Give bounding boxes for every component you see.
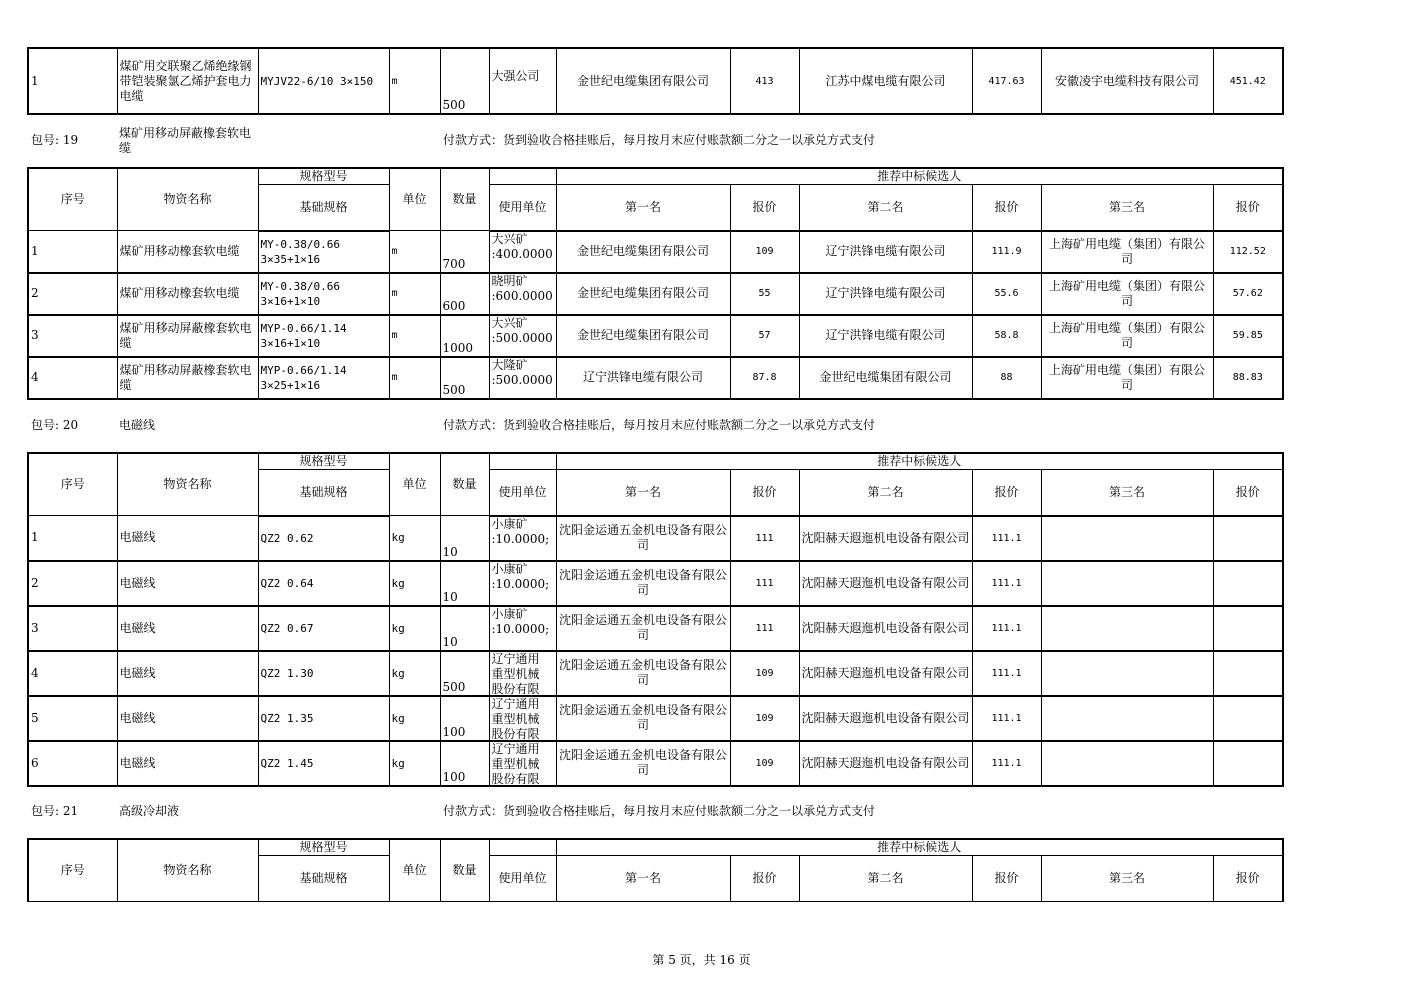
header-price: 报价 (730, 470, 799, 516)
unit-cell: m (389, 231, 440, 273)
top-row-table (27, 47, 1284, 115)
qty-cell: 500 (440, 357, 489, 399)
user-cell (489, 315, 556, 357)
header-price: 报价 (972, 470, 1041, 516)
user-cell (489, 561, 556, 606)
table-row (28, 315, 1283, 357)
third-cell: 上海矿用电缆（集团）有限公司 (1041, 315, 1213, 357)
header-third: 第三名 (1041, 470, 1213, 516)
table-row (28, 561, 1283, 606)
package-name: 高级冷却液 (119, 804, 180, 818)
header-spec-group: 规格型号 (258, 839, 389, 856)
payment-terms: 付款方式：货到验收合格挂账后，每月按月末应付账款额二分之一以承兑方式支付 (443, 133, 876, 147)
third-cell (1041, 516, 1213, 561)
user-cell (489, 741, 556, 786)
table-row (28, 606, 1283, 651)
header-blank (489, 168, 556, 185)
header-price: 报价 (972, 185, 1041, 231)
second-cell: 金世纪电缆集团有限公司 (799, 357, 972, 399)
seq-cell: 1 (28, 516, 117, 561)
first-price-cell: 57 (730, 315, 799, 357)
second-cell: 沈阳赫天遐迤机电设备有限公司 (799, 741, 972, 786)
third-price-cell (1213, 516, 1283, 561)
header-name: 物资名称 (117, 168, 258, 231)
table-row (28, 696, 1283, 741)
header-price: 报价 (1213, 856, 1283, 902)
first-cell: 金世纪电缆集团有限公司 (556, 315, 730, 357)
third-price-cell (1213, 651, 1283, 696)
third-cell: 安徽凌宇电缆科技有限公司 (1041, 48, 1213, 114)
seq-cell: 3 (28, 606, 117, 651)
qty-cell: 10 (440, 516, 489, 561)
seq-cell: 3 (28, 315, 117, 357)
first-cell: 沈阳金运通五金机电设备有限公司 (556, 696, 730, 741)
package-21-table (27, 838, 1284, 902)
unit-cell: m (389, 273, 440, 315)
third-price-cell: 112.52 (1213, 231, 1283, 273)
header-name: 物资名称 (117, 453, 258, 516)
first-cell: 沈阳金运通五金机电设备有限公司 (556, 651, 730, 696)
second-price-cell: 111.9 (972, 231, 1041, 273)
unit-cell: m (389, 357, 440, 399)
user-text: 大兴矿 :400.0000 (491, 231, 553, 261)
qty-cell: 600 (440, 273, 489, 315)
first-cell: 沈阳金运通五金机电设备有限公司 (556, 516, 730, 561)
second-cell: 沈阳赫天遐迤机电设备有限公司 (799, 516, 972, 561)
user-cell (489, 357, 556, 399)
seq-cell: 2 (28, 273, 117, 315)
qty-cell: 100 (440, 741, 489, 786)
header-first: 第一名 (556, 185, 730, 231)
first-cell: 沈阳金运通五金机电设备有限公司 (556, 741, 730, 786)
name-cell: 电磁线 (117, 741, 258, 786)
header-first: 第一名 (556, 470, 730, 516)
header-second: 第二名 (799, 185, 972, 231)
spec-cell: MYJV22-6/10 3×150 (258, 48, 389, 114)
user-cell (489, 48, 556, 114)
header-qty: 数量 (440, 453, 489, 516)
spec-cell: MY-0.38/0.66 3×35+1×16 (258, 231, 389, 273)
header-row (28, 453, 1283, 470)
seq-cell: 1 (28, 231, 117, 273)
name-cell: 煤矿用移动橡套软电缆 (117, 231, 258, 273)
seq-cell: 6 (28, 741, 117, 786)
payment-terms: 付款方式：货到验收合格挂账后，每月按月末应付账款额二分之一以承兑方式支付 (443, 804, 876, 818)
seq-cell: 1 (28, 48, 117, 114)
header-unit: 单位 (389, 168, 440, 231)
table-row (28, 741, 1283, 786)
spec-cell: QZ2 0.67 (258, 606, 389, 651)
first-price-cell: 109 (730, 231, 799, 273)
spec-cell: QZ2 1.45 (258, 741, 389, 786)
header-price: 报价 (1213, 470, 1283, 516)
first-cell: 沈阳金运通五金机电设备有限公司 (556, 561, 730, 606)
header-price: 报价 (972, 856, 1041, 902)
third-price-cell (1213, 606, 1283, 651)
third-cell (1041, 561, 1213, 606)
first-price-cell: 111 (730, 516, 799, 561)
header-recommend: 推荐中标候选人 (556, 453, 1283, 470)
third-price-cell (1213, 696, 1283, 741)
spec-cell: MYP-0.66/1.14 3×16+1×10 (258, 315, 389, 357)
third-cell (1041, 696, 1213, 741)
second-cell: 辽宁洪锋电缆有限公司 (799, 231, 972, 273)
second-price-cell: 417.63 (972, 48, 1041, 114)
unit-cell: kg (389, 696, 440, 741)
unit-cell: m (389, 315, 440, 357)
qty-cell: 10 (440, 561, 489, 606)
first-cell: 金世纪电缆集团有限公司 (556, 48, 730, 114)
second-price-cell: 111.1 (972, 696, 1041, 741)
first-price-cell: 55 (730, 273, 799, 315)
name-cell: 电磁线 (117, 561, 258, 606)
first-cell: 金世纪电缆集团有限公司 (556, 231, 730, 273)
package-20-table (27, 452, 1284, 787)
name-cell: 电磁线 (117, 696, 258, 741)
name-cell: 煤矿用移动屏蔽橡套软电缆 (117, 315, 258, 357)
package-label: 包号: 20 (31, 418, 79, 432)
header-second: 第二名 (799, 470, 972, 516)
second-cell: 辽宁洪锋电缆有限公司 (799, 273, 972, 315)
second-price-cell: 58.8 (972, 315, 1041, 357)
header-user: 使用单位 (489, 185, 556, 231)
header-seq: 序号 (28, 168, 117, 231)
qty-cell: 1000 (440, 315, 489, 357)
spec-cell: QZ2 1.35 (258, 696, 389, 741)
page-footer: 第 5 页，共 16 页 (652, 953, 751, 967)
table-row (28, 516, 1283, 561)
unit-cell: kg (389, 651, 440, 696)
header-spec-group: 规格型号 (258, 168, 389, 185)
third-price-cell (1213, 741, 1283, 786)
second-price-cell: 111.1 (972, 561, 1041, 606)
qty-cell: 500 (440, 651, 489, 696)
unit-cell: kg (389, 561, 440, 606)
header-unit: 单位 (389, 839, 440, 902)
first-price-cell: 413 (730, 48, 799, 114)
table-row (28, 48, 1283, 114)
second-price-cell: 55.6 (972, 273, 1041, 315)
user-text: 小康矿 :10.0000; (491, 561, 550, 591)
second-cell: 辽宁洪锋电缆有限公司 (799, 315, 972, 357)
payment-terms: 付款方式：货到验收合格挂账后，每月按月末应付账款额二分之一以承兑方式支付 (443, 418, 876, 432)
header-price: 报价 (730, 185, 799, 231)
third-cell: 上海矿用电缆（集团）有限公司 (1041, 357, 1213, 399)
third-cell (1041, 651, 1213, 696)
third-price-cell: 59.85 (1213, 315, 1283, 357)
header-price: 报价 (1213, 185, 1283, 231)
seq-cell: 2 (28, 561, 117, 606)
user-text: 辽宁通用重型机械股份有限 (491, 741, 540, 786)
user-text: 大隆矿 :500.0000 (491, 357, 553, 387)
spec-cell: QZ2 0.62 (258, 516, 389, 561)
third-cell (1041, 741, 1213, 786)
third-cell: 上海矿用电缆（集团）有限公司 (1041, 273, 1213, 315)
header-recommend: 推荐中标候选人 (556, 168, 1283, 185)
name-cell: 电磁线 (117, 516, 258, 561)
header-name: 物资名称 (117, 839, 258, 902)
second-price-cell: 88 (972, 357, 1041, 399)
header-spec-group: 规格型号 (258, 453, 389, 470)
header-qty: 数量 (440, 168, 489, 231)
header-blank (489, 839, 556, 856)
table-row (28, 273, 1283, 315)
spec-cell: MY-0.38/0.66 3×16+1×10 (258, 273, 389, 315)
third-price-cell: 57.62 (1213, 273, 1283, 315)
header-qty: 数量 (440, 839, 489, 902)
second-cell: 江苏中煤电缆有限公司 (799, 48, 972, 114)
package-label: 包号: 19 (31, 133, 79, 147)
header-spec: 基础规格 (258, 470, 389, 516)
user-text: 辽宁通用重型机械股份有限 (491, 651, 540, 696)
second-cell: 沈阳赫天遐迤机电设备有限公司 (799, 651, 972, 696)
second-cell: 沈阳赫天遐迤机电设备有限公司 (799, 606, 972, 651)
table-row (28, 651, 1283, 696)
header-recommend: 推荐中标候选人 (556, 839, 1283, 856)
second-price-cell: 111.1 (972, 516, 1041, 561)
user-text: 大兴矿 :500.0000 (491, 315, 553, 345)
header-first: 第一名 (556, 856, 730, 902)
header-user: 使用单位 (489, 856, 556, 902)
header-seq: 序号 (28, 453, 117, 516)
spec-cell: QZ2 1.30 (258, 651, 389, 696)
first-price-cell: 87.8 (730, 357, 799, 399)
third-price-cell: 451.42 (1213, 48, 1283, 114)
second-cell: 沈阳赫天遐迤机电设备有限公司 (799, 696, 972, 741)
spec-cell: MYP-0.66/1.14 3×25+1×16 (258, 357, 389, 399)
qty-cell: 500 (440, 48, 489, 114)
user-cell (489, 516, 556, 561)
package-name: 电磁线 (119, 418, 156, 432)
seq-cell: 4 (28, 651, 117, 696)
header-seq: 序号 (28, 839, 117, 902)
name-cell: 煤矿用交联聚乙烯绝缘钢带铠装聚氯乙烯护套电力电缆 (117, 48, 258, 114)
header-third: 第三名 (1041, 856, 1213, 902)
third-price-cell (1213, 561, 1283, 606)
header-spec: 基础规格 (258, 856, 389, 902)
unit-cell: m (389, 48, 440, 114)
user-cell (489, 651, 556, 696)
second-price-cell: 111.1 (972, 651, 1041, 696)
table-row (28, 357, 1283, 399)
name-cell: 电磁线 (117, 606, 258, 651)
name-cell: 煤矿用移动橡套软电缆 (117, 273, 258, 315)
user-text: 辽宁通用重型机械股份有限 (491, 696, 540, 741)
package-label: 包号: 21 (31, 804, 79, 818)
seq-cell: 4 (28, 357, 117, 399)
qty-cell: 10 (440, 606, 489, 651)
first-price-cell: 109 (730, 696, 799, 741)
unit-cell: kg (389, 516, 440, 561)
name-cell: 煤矿用移动屏蔽橡套软电缆 (117, 357, 258, 399)
user-text: 小康矿 :10.0000; (491, 516, 550, 546)
first-price-cell: 111 (730, 561, 799, 606)
table-row (28, 231, 1283, 273)
second-cell: 沈阳赫天遐迤机电设备有限公司 (799, 561, 972, 606)
first-cell: 金世纪电缆集团有限公司 (556, 273, 730, 315)
user-cell (489, 606, 556, 651)
header-row (28, 839, 1283, 856)
user-text: 晓明矿 :600.0000 (491, 273, 553, 303)
unit-cell: kg (389, 741, 440, 786)
header-user: 使用单位 (489, 470, 556, 516)
first-price-cell: 109 (730, 651, 799, 696)
user-cell (489, 231, 556, 273)
first-price-cell: 109 (730, 741, 799, 786)
qty-cell: 700 (440, 231, 489, 273)
spec-cell: QZ2 0.64 (258, 561, 389, 606)
header-spec: 基础规格 (258, 185, 389, 231)
header-row (28, 168, 1283, 185)
name-cell: 电磁线 (117, 651, 258, 696)
header-unit: 单位 (389, 453, 440, 516)
first-cell: 辽宁洪锋电缆有限公司 (556, 357, 730, 399)
second-price-cell: 111.1 (972, 741, 1041, 786)
header-second: 第二名 (799, 856, 972, 902)
third-cell: 上海矿用电缆（集团）有限公司 (1041, 231, 1213, 273)
package-name: 煤矿用移动屏蔽橡套软电缆 (119, 126, 252, 155)
first-price-cell: 111 (730, 606, 799, 651)
third-cell (1041, 606, 1213, 651)
qty-cell: 100 (440, 696, 489, 741)
package-19-table (27, 167, 1284, 400)
first-cell: 沈阳金运通五金机电设备有限公司 (556, 606, 730, 651)
header-blank (489, 453, 556, 470)
user-text: 大强公司 (491, 69, 540, 83)
user-text: 小康矿 :10.0000; (491, 606, 550, 636)
header-price: 报价 (730, 856, 799, 902)
user-cell (489, 696, 556, 741)
second-price-cell: 111.1 (972, 606, 1041, 651)
unit-cell: kg (389, 606, 440, 651)
seq-cell: 5 (28, 696, 117, 741)
user-cell (489, 273, 556, 315)
third-price-cell: 88.83 (1213, 357, 1283, 399)
header-third: 第三名 (1041, 185, 1213, 231)
